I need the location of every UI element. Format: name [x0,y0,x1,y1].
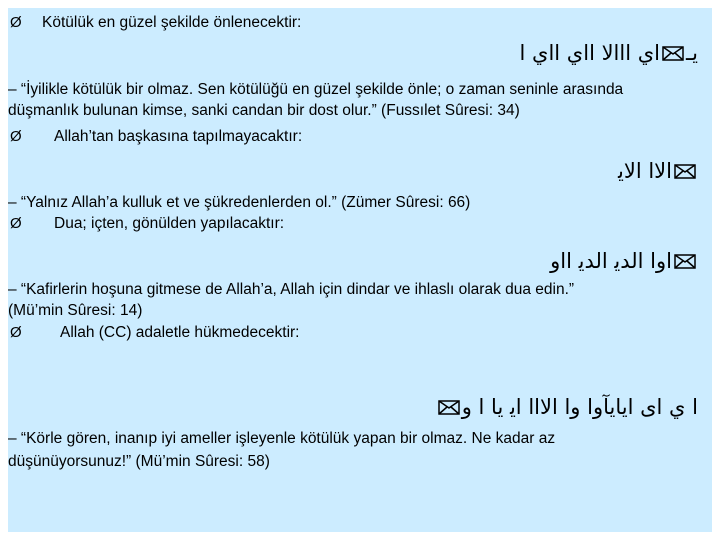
section-3-arabic-end: ﺍﻭﺍ ﺍﻟﺪﻳ ﺍﻟﺪﻳ ﺍﺍﻭ [550,249,672,273]
section-1-quote-line-2: düşmanlık bulunan kimse, sanki candan bir dost olur.” (Fussılet Sûresi: 34) [8,102,520,119]
bullet-arrow-icon: Ø [10,128,22,145]
section-2-quote-line-1: – “Yalnız Allah’a kulluk et ve şükredenlerden ol.” (Zümer Sûresi: 66) [8,194,471,211]
section-1-arabic-start: يـ [686,41,698,65]
envelope-icon [674,254,696,269]
section-4-heading: Allah (CC) adaletle hükmedecektir: [60,324,300,341]
section-1-quote-line-1: – “İyilikle kötülük bir olmaz. Sen kötülüğü en güzel şekilde önle; o zaman seninle arasında [8,81,624,98]
section-2-heading: Allah’tan başkasına tapılmayacaktır: [54,128,303,145]
section-3-quote-line-1: – “Kafirlerin hoşuna gitmese de Allah’a, Allah için dindar ve ihlaslı olarak dua edin.” [8,281,575,298]
section-2-arabic [618,158,698,184]
section-1-heading: Kötülük en güzel şekilde önlenecektir: [42,14,302,31]
envelope-icon [662,46,684,61]
section-4-quote-line-1: – “Körle gören, inanıp iyi ameller işleyenle kötülük yapan bir olmaz. Ne kadar az [8,430,556,447]
section-3-quote-line-2: (Mü’min Sûresi: 14) [8,302,143,319]
section-4-arabic [436,394,698,420]
section-2-arabic-end: ﺍﻟﺎﺍ ﺍﻟﺎﻳ [618,159,672,183]
section-1-arabic [520,40,699,66]
section-4-arabic-start: ﺍ ﻱ ﺍﻯ ﺍﻳﺎﻳﺂﻭﺍ ﻭﺍ ﺍﻟﺎﺍﺍ ﺍﻳ ﻳﺎ ﺍ ﻭ [461,395,698,419]
section-1-arabic-end: ﺍﻱ ﺍﺍﺍﻟﺎ ﺍﺍﻱ ﺍﺍﻱ ﺍ [519,41,660,65]
bullet-arrow-icon: Ø [10,324,22,341]
envelope-icon [674,164,696,179]
bullet-arrow-icon: Ø [10,215,22,232]
section-3-arabic [550,248,698,274]
bullet-arrow-icon: Ø [10,14,22,31]
slide [8,8,712,532]
section-4-quote-line-2: düşünüyorsunuz!” (Mü’min Sûresi: 58) [8,453,270,470]
section-3-heading: Dua; içten, gönülden yapılacaktır: [54,215,285,232]
envelope-icon [438,400,460,415]
